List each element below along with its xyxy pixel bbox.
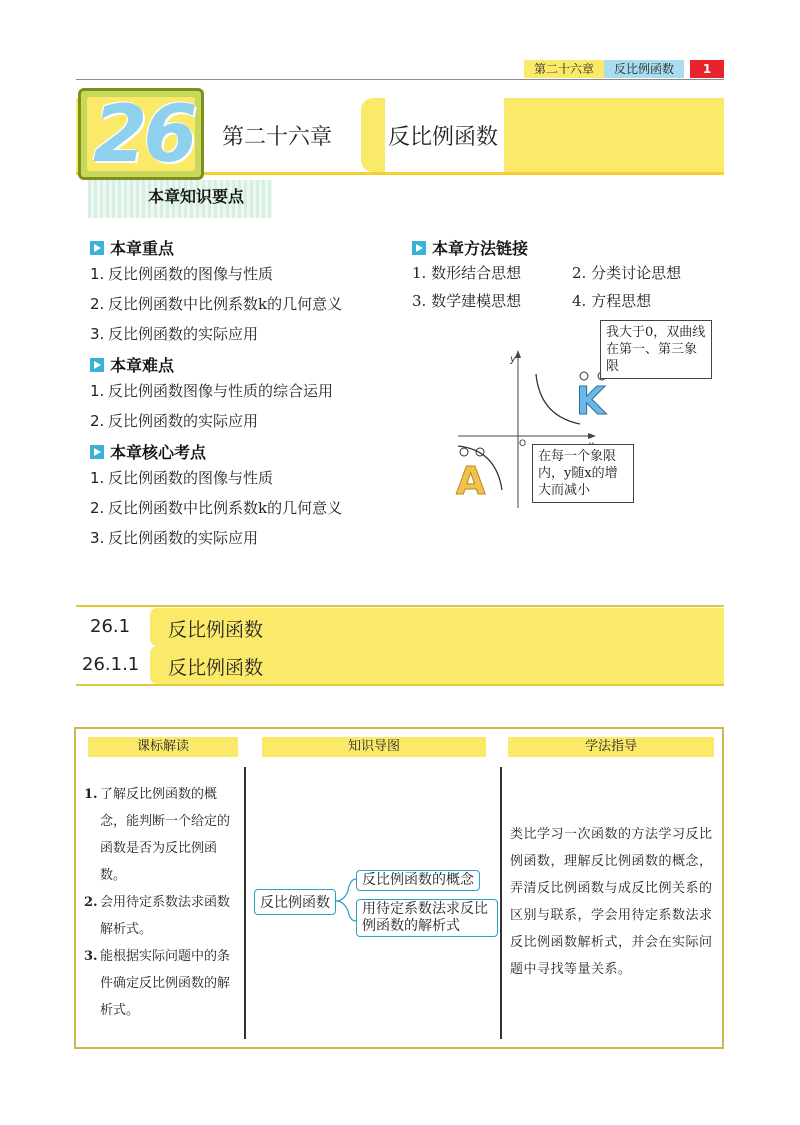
section-title: 反比例函数 — [168, 657, 264, 679]
section-number: 26.1 — [90, 616, 131, 637]
hyperbola-illustration — [452, 318, 712, 518]
list-item: 2. 反比例函数的实际应用 — [90, 412, 259, 430]
list-item: 3. 能根据实际问题中的条件确定反比例函数的解析式。 — [84, 949, 231, 1018]
section-title: 反比例函数 — [168, 619, 264, 641]
list-item: 1. 反比例函数的图像与性质 — [90, 469, 274, 487]
list-item: 1. 了解反比例函数的概念，能判断一个给定的函数是否为反比例函数。 — [84, 787, 231, 883]
list-item: 3. 反比例函数的实际应用 — [90, 325, 259, 343]
section-tag: 本章知识要点 — [88, 180, 272, 218]
study-guide-table — [74, 727, 724, 1049]
mindmap-node: 用待定系数法求反比例函数的解析式 — [356, 899, 498, 937]
axis-y-label: y — [510, 354, 516, 365]
method-item: 3. 数学建模思想 — [412, 292, 522, 310]
curriculum-standards — [84, 781, 236, 1024]
table-header: 课标解读 — [88, 737, 238, 757]
list-item: 2. 反比例函数中比例系数k的几何意义 — [90, 295, 343, 313]
list-item: 1. 反比例函数的图像与性质 — [90, 265, 274, 283]
table-header: 学法指导 — [508, 737, 714, 757]
list-item: 2. 反比例函数中比例系数k的几何意义 — [90, 499, 343, 517]
table-header: 知识导图 — [262, 737, 486, 757]
study-guidance: 类比学习一次函数的方法学习反比例函数，理解反比例函数的概念，弄清反比例函数与成反比例关系的区别与联系，学会用待定系数法求反比例函数解析式，并会在实际问题中寻找等量关系。 — [510, 827, 713, 977]
chapter-number: 26 — [93, 90, 194, 180]
header-rule — [76, 79, 724, 80]
section-bar-26-1 — [76, 608, 724, 646]
list-item: 1. 反比例函数图像与性质的综合运用 — [90, 382, 334, 400]
mindmap-node: 反比例函数的概念 — [356, 870, 480, 891]
methods: 本章方法链接 1. 数形结合思想 2. 分类讨论思想 3. 数学建模思想 4. 方程思想 — [412, 236, 722, 315]
mindmap-root: 反比例函数 — [254, 889, 336, 915]
page-number: 1 — [690, 60, 724, 78]
method-item: 2. 分类讨论思想 — [572, 264, 682, 282]
list-item: 3. 反比例函数的实际应用 — [90, 529, 259, 547]
section-bar-26-1-1 — [76, 646, 724, 684]
running-header-topic: 反比例函数 — [604, 60, 684, 78]
section-number: 26.1.1 — [82, 654, 140, 675]
chapter-label: 第二十六章 — [222, 125, 333, 150]
list-item: 2. 会用待定系数法求函数解析式。 — [84, 895, 231, 937]
play-icon — [412, 241, 426, 255]
play-icon — [90, 445, 104, 459]
chapter-title: 反比例函数 — [388, 125, 499, 150]
play-icon — [90, 241, 104, 255]
letter-a-character: A — [456, 459, 486, 503]
running-header — [524, 60, 724, 78]
method-item: 1. 数形结合思想 — [412, 264, 522, 282]
key-points: 本章重点 1. 反比例函数的图像与性质 2. 反比例函数中比例系数k的几何意义 3. 反比例函数的实际应用 本章难点 1. 反比例函数图像与性质的综合运用 2. 反比例函数的实际应用 本章核心考点 1. 反比例函数的图像与性质 2. 反比例函数中比例系数k的几何意义 3. 反比例函数的实际应用 — [90, 236, 410, 553]
letter-k-character: K — [576, 379, 606, 423]
origin-label: O — [519, 439, 527, 449]
method-item: 4. 方程思想 — [572, 292, 652, 310]
speech-bubble-a: 在每一个象限内，y随x的增大而减小 — [532, 444, 634, 503]
speech-bubble-k: 我大于0，双曲线在第一、第三象限 — [600, 320, 712, 379]
play-icon — [90, 358, 104, 372]
chapter-number-badge — [78, 88, 204, 180]
running-header-chapter: 第二十六章 — [524, 60, 604, 78]
